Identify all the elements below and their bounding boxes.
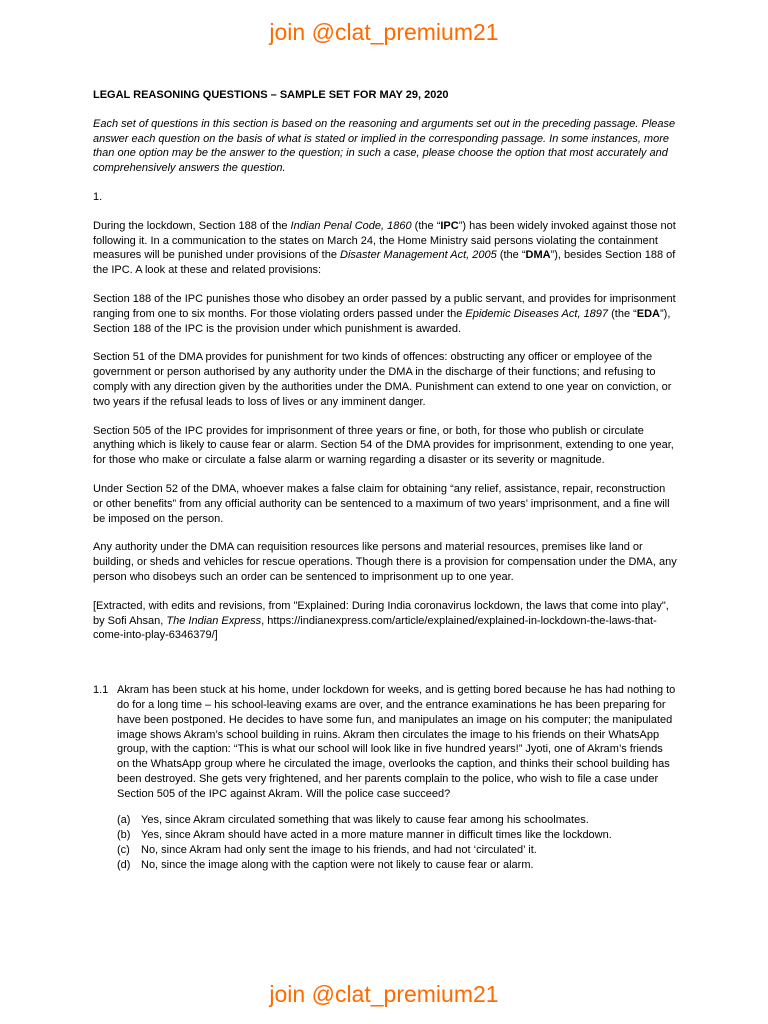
- passage-paragraph-1: During the lockdown, Section 188 of the Indian Penal Code, 1860 (the “IPC”) has been widely invoked against those not following it. In a communication to the states on March 24, the Home Ministry said persons violating the containment measures will be punished under provisions of the Disaster Management Act, 2005 (the “DMA”), besides Section 188 of the IPC. A look at these and related provisions:: [93, 219, 676, 277]
- option-label: (d): [117, 858, 131, 871]
- question-1-1: [93, 683, 678, 801]
- watermark-top: join @clat_premium21: [269, 19, 499, 45]
- passage-paragraph-5: Under Section 52 of the DMA, whoever makes a false claim for obtaining “any relief, assistance, repair, reconstruction or other benefits” from any official authority can be sentenced to a maximum of two years’ imprisonment, and a fine will be imposed on the person.: [93, 482, 670, 525]
- option-text: No, since Akram had only sent the image to his friends, and had not ‘circulated’ it.: [141, 844, 537, 857]
- option-text: No, since the image along with the caption were not likely to cause fear or alarm.: [141, 858, 534, 871]
- question-number: 1.1: [93, 684, 109, 697]
- option-text: Yes, since Akram should have acted in a more mature manner in difficult times like the lockdown.: [141, 829, 612, 842]
- option-label: (b): [117, 829, 131, 842]
- instructions: Each set of questions in this section is based on the reasoning and arguments set out in the preceding passage. Please answer each question on the basis of what is stated or implied in the corresponding passage. In some instances, more than one option may be the answer to the question; in such a case, please choose the option that most accurately and comprehensively answers the question.: [93, 117, 676, 175]
- passage-paragraph-4: Section 505 of the IPC provides for imprisonment of three years or fine, or both, for those who publish or circulate anything which is likely to cause fear or alarm. Section 54 of the DMA provides for imprisonment, extending to one year, for those who make or circulate a false alarm or warning regarding a disaster or its severity or magnitude.: [93, 424, 674, 467]
- passage-paragraph-6: Any authority under the DMA can requisition resources like persons and material resources, premises like land or building, or sheds and vehicles for rescue operations. Though there is a provision for compensation under the DMA, any person who disobeys such an order can be sentenced to imprisonment up to one year.: [93, 541, 677, 583]
- passage-paragraph-3: Section 51 of the DMA provides for punishment for two kinds of offences: obstructing any officer or employee of the government or person authorised by any authority under the DMA in the discharge of their functions; and refusing to comply with any direction given by the authorities under the DMA. Punishment can extend to one year on conviction, or two years if the refusal leads to loss of lives or any imminent danger.: [93, 351, 672, 408]
- source-citation: [Extracted, with edits and revisions, from "Explained: During India coronavirus lockdown, the laws that come into play", by Sofi Ahsan, The Indian Express, https://indianexpress.com/article/explained/explained-in-lockdown-the-laws-that-come-into-play-6346379/]: [93, 599, 669, 642]
- answer-options: [117, 813, 678, 872]
- question-text: Akram has been stuck at his home, under lockdown for weeks, and is getting bored because he has had nothing to do for a long time – his school-leaving exams are over, and the entrance examinations he has been preparing for have been postponed. He decides to have some fun, and manipulates an image on his computer; the manipulated image shows Akram’s school building in ruins. Akram then circulates the image to his friends on their WhatsApp group, with the caption: “This is what our school will look like in five hundred years!” Jyoti, one of Akram’s friends on the WhatsApp group where he circulated the image, overlooks the caption, and thinks their school building has been destroyed. She gets very frightened, and her parents complain to the police, who wish to file a case under Section 505 of the IPC against Akram. Will the police case succeed?: [117, 684, 676, 800]
- option-c[interactable]: [117, 843, 678, 858]
- option-a[interactable]: [117, 813, 678, 828]
- watermark-bottom: join @clat_premium21: [269, 981, 499, 1007]
- document-body: [93, 88, 678, 873]
- option-text: Yes, since Akram circulated something that was likely to cause fear among his schoolmates.: [141, 814, 589, 827]
- document-title: LEGAL REASONING QUESTIONS – SAMPLE SET FOR MAY 29, 2020: [93, 89, 449, 101]
- option-d[interactable]: [117, 858, 678, 873]
- option-label: (c): [117, 844, 130, 857]
- passage-paragraph-2: Section 188 of the IPC punishes those who disobey an order passed by a public servant, and provides for imprisonment ranging from one to six months. For those violating orders passed under the Epidemic Diseases Act, 1897 (the “EDA”), Section 188 of the IPC is the provision under which punishment is awarded.: [93, 292, 676, 335]
- option-b[interactable]: [117, 828, 678, 843]
- option-label: (a): [117, 814, 131, 827]
- set-number: 1.: [93, 190, 103, 203]
